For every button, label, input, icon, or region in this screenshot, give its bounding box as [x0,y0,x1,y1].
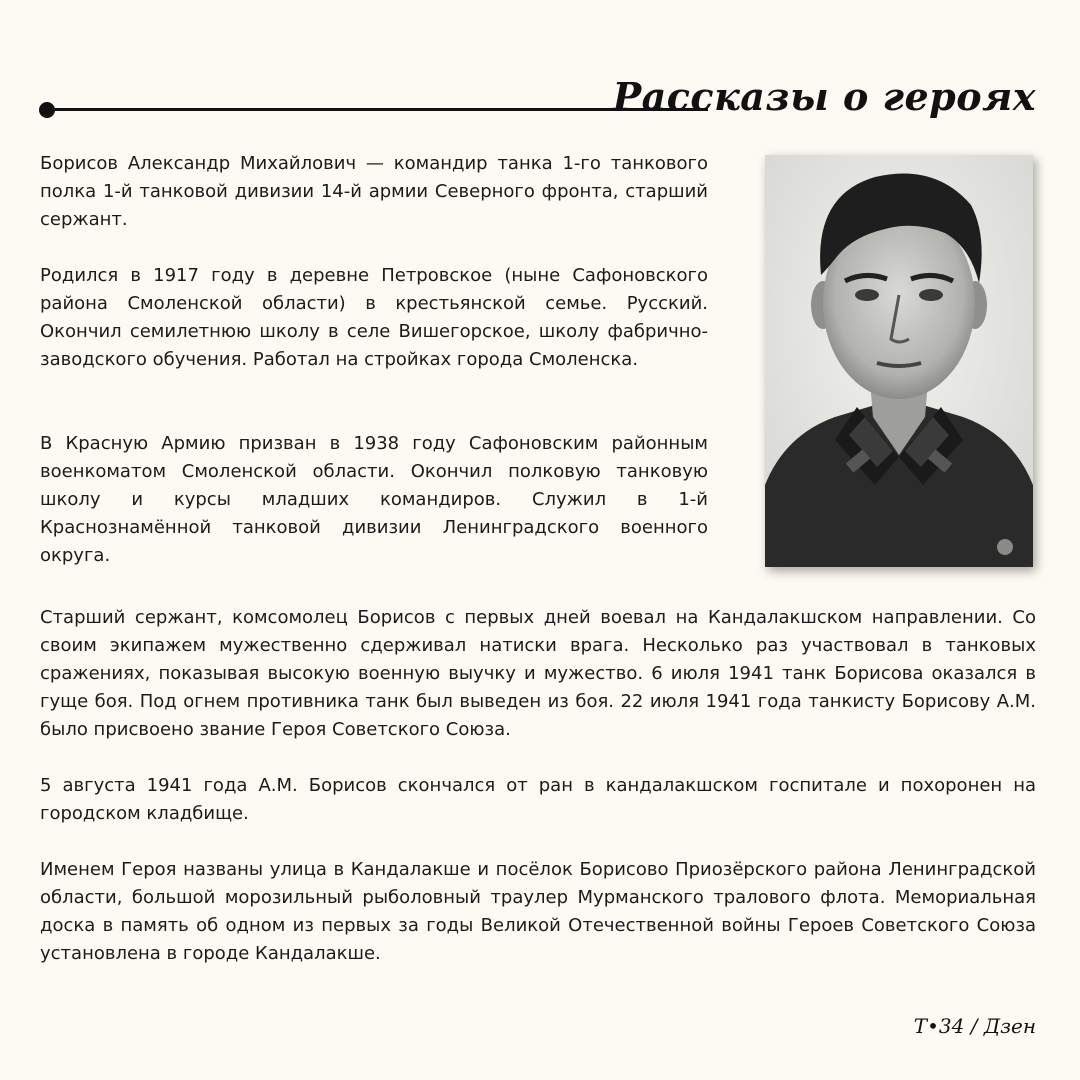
paragraph-combat: Старший сержант, комсомолец Борисов с первых дней воевал на Кандалакшском направлении. Со своим экипажем мужественно сдерживал натиски врага. Несколько раз участвовал в танковых сражениях, показывая высокую военную выучку и мужество. 6 июля 1941 танк Борисова оказался в гуще боя. Под огнем противника танк был выведен из боя. 22 июля 1941 года танкисту Борисову А.М. было присвоено звание Героя Советского Союза. [40,607,1036,740]
page-title: Рассказы о героях [612,74,1036,119]
portrait-photo [765,155,1033,567]
paragraph-memory: Именем Героя названы улица в Кандалакше и посёлок Борисово Приозёрского района Ленинградской области, большой морозильный рыболовный траулер Мурманского тралового флота. Мемориальная доска в память об одном из первых за годы Великой Отечественной войны Героев Советского Союза установлена в городе Кандалакше. [40,859,1036,964]
title-divider-line [40,108,708,111]
source-credit: Т•34 / Дзен [913,1014,1036,1038]
paragraph-birth: Родился в 1917 году в деревне Петровское (ныне Сафоновского района Смоленской области) в крестьянской семье. Русский. Окончил семилетнюю школу в селе Вишегорское, школу фабрично-заводского обучения. Работал на стройках города Смоленска. [40,265,708,370]
portrait-image [765,155,1033,567]
paragraph-intro: Борисов Александр Михайлович — командир танка 1-го танкового полка 1-й танковой дивизии 14-й армии Северного фронта, старший сержант. [40,153,708,230]
paragraph-army: В Красную Армию призван в 1938 году Сафоновским районным военкоматом Смоленской области. Окончил полковую танковую школу и курсы младших командиров. Служил в 1-й Краснознамённой танковой дивизии Ленинградского военного округа. [40,433,708,566]
paragraph-death: 5 августа 1941 года А.М. Борисов скончался от ран в кандалакшском госпитале и похоронен на городском кладбище. [40,775,1036,824]
